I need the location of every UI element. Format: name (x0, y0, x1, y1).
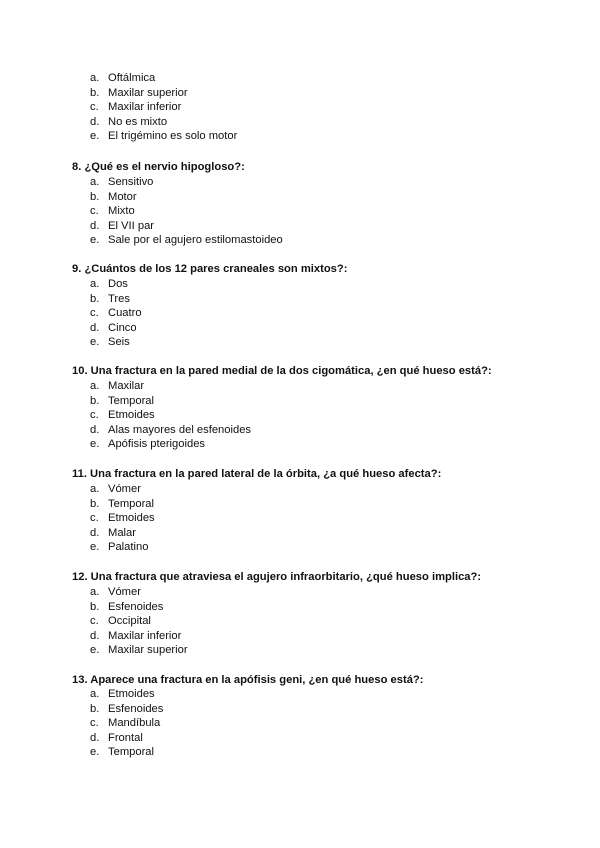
option-text: Apófisis pterigoides (108, 438, 206, 451)
option-text: Maxilar (108, 380, 145, 392)
option-text: Mandíbula (108, 717, 161, 730)
option-letter: a. (90, 72, 100, 84)
option-text: Esfenoides (108, 702, 164, 715)
option-b (0, 190, 600, 205)
option-text: Temporal (108, 497, 155, 510)
option-text: Cinco (108, 321, 137, 334)
option-a (0, 175, 600, 190)
option-letter: d. (90, 423, 100, 436)
option-e (0, 233, 600, 248)
option-letter: a. (90, 586, 100, 598)
option-letter: a. (90, 278, 100, 290)
option-letter: a. (90, 688, 100, 700)
option-a (0, 482, 600, 497)
option-letter: a. (90, 380, 100, 392)
option-a (0, 585, 600, 600)
option-b (0, 497, 600, 512)
option-letter: d. (90, 629, 100, 642)
option-letter: b. (90, 497, 100, 510)
option-a (0, 277, 600, 292)
option-text: Mixto (108, 205, 135, 218)
option-text: Cuatro (108, 307, 142, 320)
option-c (0, 408, 600, 423)
question-title: 11. Una fractura en la pared lateral de la órbita, ¿a qué hueso afecta?: (72, 468, 442, 480)
option-text: Sensitivo (108, 176, 154, 188)
option-d (0, 219, 600, 234)
option-text: Alas mayores del esfenoides (108, 423, 252, 436)
option-text: El VII par (108, 219, 155, 232)
option-letter: e. (90, 336, 100, 349)
option-letter: c. (90, 409, 99, 422)
question-title: 8. ¿Qué es el nervio hipogloso?: (72, 161, 245, 173)
option-d (0, 115, 600, 130)
question-title: 12. Una fractura que atraviesa el agujero infraorbitario, ¿qué hueso implica?: (72, 571, 482, 583)
option-text: Vómer (108, 483, 141, 495)
option-letter: e. (90, 130, 100, 143)
option-text: Malar (108, 526, 136, 539)
option-letter: d. (90, 321, 100, 334)
option-c (0, 614, 600, 629)
option-c (0, 306, 600, 321)
option-letter: e. (90, 746, 100, 759)
option-text: Maxilar superior (108, 644, 188, 657)
option-letter: c. (90, 512, 99, 525)
option-c (0, 511, 600, 526)
option-letter: d. (90, 731, 100, 744)
option-text: Vómer (108, 586, 141, 598)
option-letter: c. (90, 101, 99, 114)
option-text: Esfenoides (108, 600, 164, 613)
option-text: Temporal (108, 394, 155, 407)
option-text: Tres (108, 292, 130, 305)
option-letter: b. (90, 190, 100, 203)
option-text: Maxilar superior (108, 86, 188, 99)
option-letter: a. (90, 483, 100, 495)
option-c (0, 716, 600, 731)
option-text: Motor (108, 190, 137, 203)
option-c (0, 100, 600, 115)
option-d (0, 731, 600, 746)
option-text: Frontal (108, 731, 143, 744)
option-text: Palatino (108, 541, 149, 554)
option-text: Maxilar inferior (108, 629, 182, 642)
option-text: Occipital (108, 615, 151, 628)
option-letter: d. (90, 115, 100, 128)
option-d (0, 526, 600, 541)
question-title: 13. Aparece una fractura en la apófisis geni, ¿en qué hueso está?: (72, 674, 424, 686)
option-text: Temporal (108, 746, 155, 759)
question-title: 10. Una fractura en la pared medial de la dos cigomática, ¿en qué hueso está?: (72, 365, 492, 377)
option-text: No es mixto (108, 115, 168, 128)
option-text: Seis (108, 336, 130, 349)
option-letter: b. (90, 86, 100, 99)
option-e (0, 540, 600, 555)
option-letter: b. (90, 394, 100, 407)
option-text: Dos (108, 278, 128, 290)
option-d (0, 423, 600, 438)
option-a (0, 379, 600, 394)
option-letter: e. (90, 541, 100, 554)
option-text: Etmoides (108, 409, 155, 422)
option-letter: c. (90, 615, 99, 628)
option-text: El trigémino es solo motor (108, 130, 238, 143)
option-letter: c. (90, 717, 99, 730)
option-letter: e. (90, 438, 100, 451)
option-e (0, 335, 600, 350)
option-letter: e. (90, 234, 100, 247)
option-text: Etmoides (108, 512, 155, 525)
option-e (0, 643, 600, 658)
option-b (0, 394, 600, 409)
option-text: Sale por el agujero estilomastoideo (108, 234, 283, 247)
option-c (0, 204, 600, 219)
option-e (0, 437, 600, 452)
option-a (0, 71, 600, 86)
option-b (0, 292, 600, 307)
option-letter: c. (90, 205, 99, 218)
option-text: Maxilar inferior (108, 101, 182, 114)
option-letter: b. (90, 292, 100, 305)
option-text: Oftálmica (108, 72, 156, 84)
option-letter: d. (90, 526, 100, 539)
option-e (0, 745, 600, 760)
option-letter: b. (90, 702, 100, 715)
option-letter: d. (90, 219, 100, 232)
option-letter: b. (90, 600, 100, 613)
option-a (0, 687, 600, 702)
option-letter: a. (90, 176, 100, 188)
option-letter: e. (90, 644, 100, 657)
option-letter: c. (90, 307, 99, 320)
option-text: Etmoides (108, 688, 155, 700)
option-d (0, 321, 600, 336)
option-b (0, 86, 600, 101)
option-e (0, 129, 600, 144)
option-d (0, 629, 600, 644)
question-title: 9. ¿Cuántos de los 12 pares craneales son mixtos?: (72, 263, 348, 275)
option-b (0, 600, 600, 615)
option-b (0, 702, 600, 717)
